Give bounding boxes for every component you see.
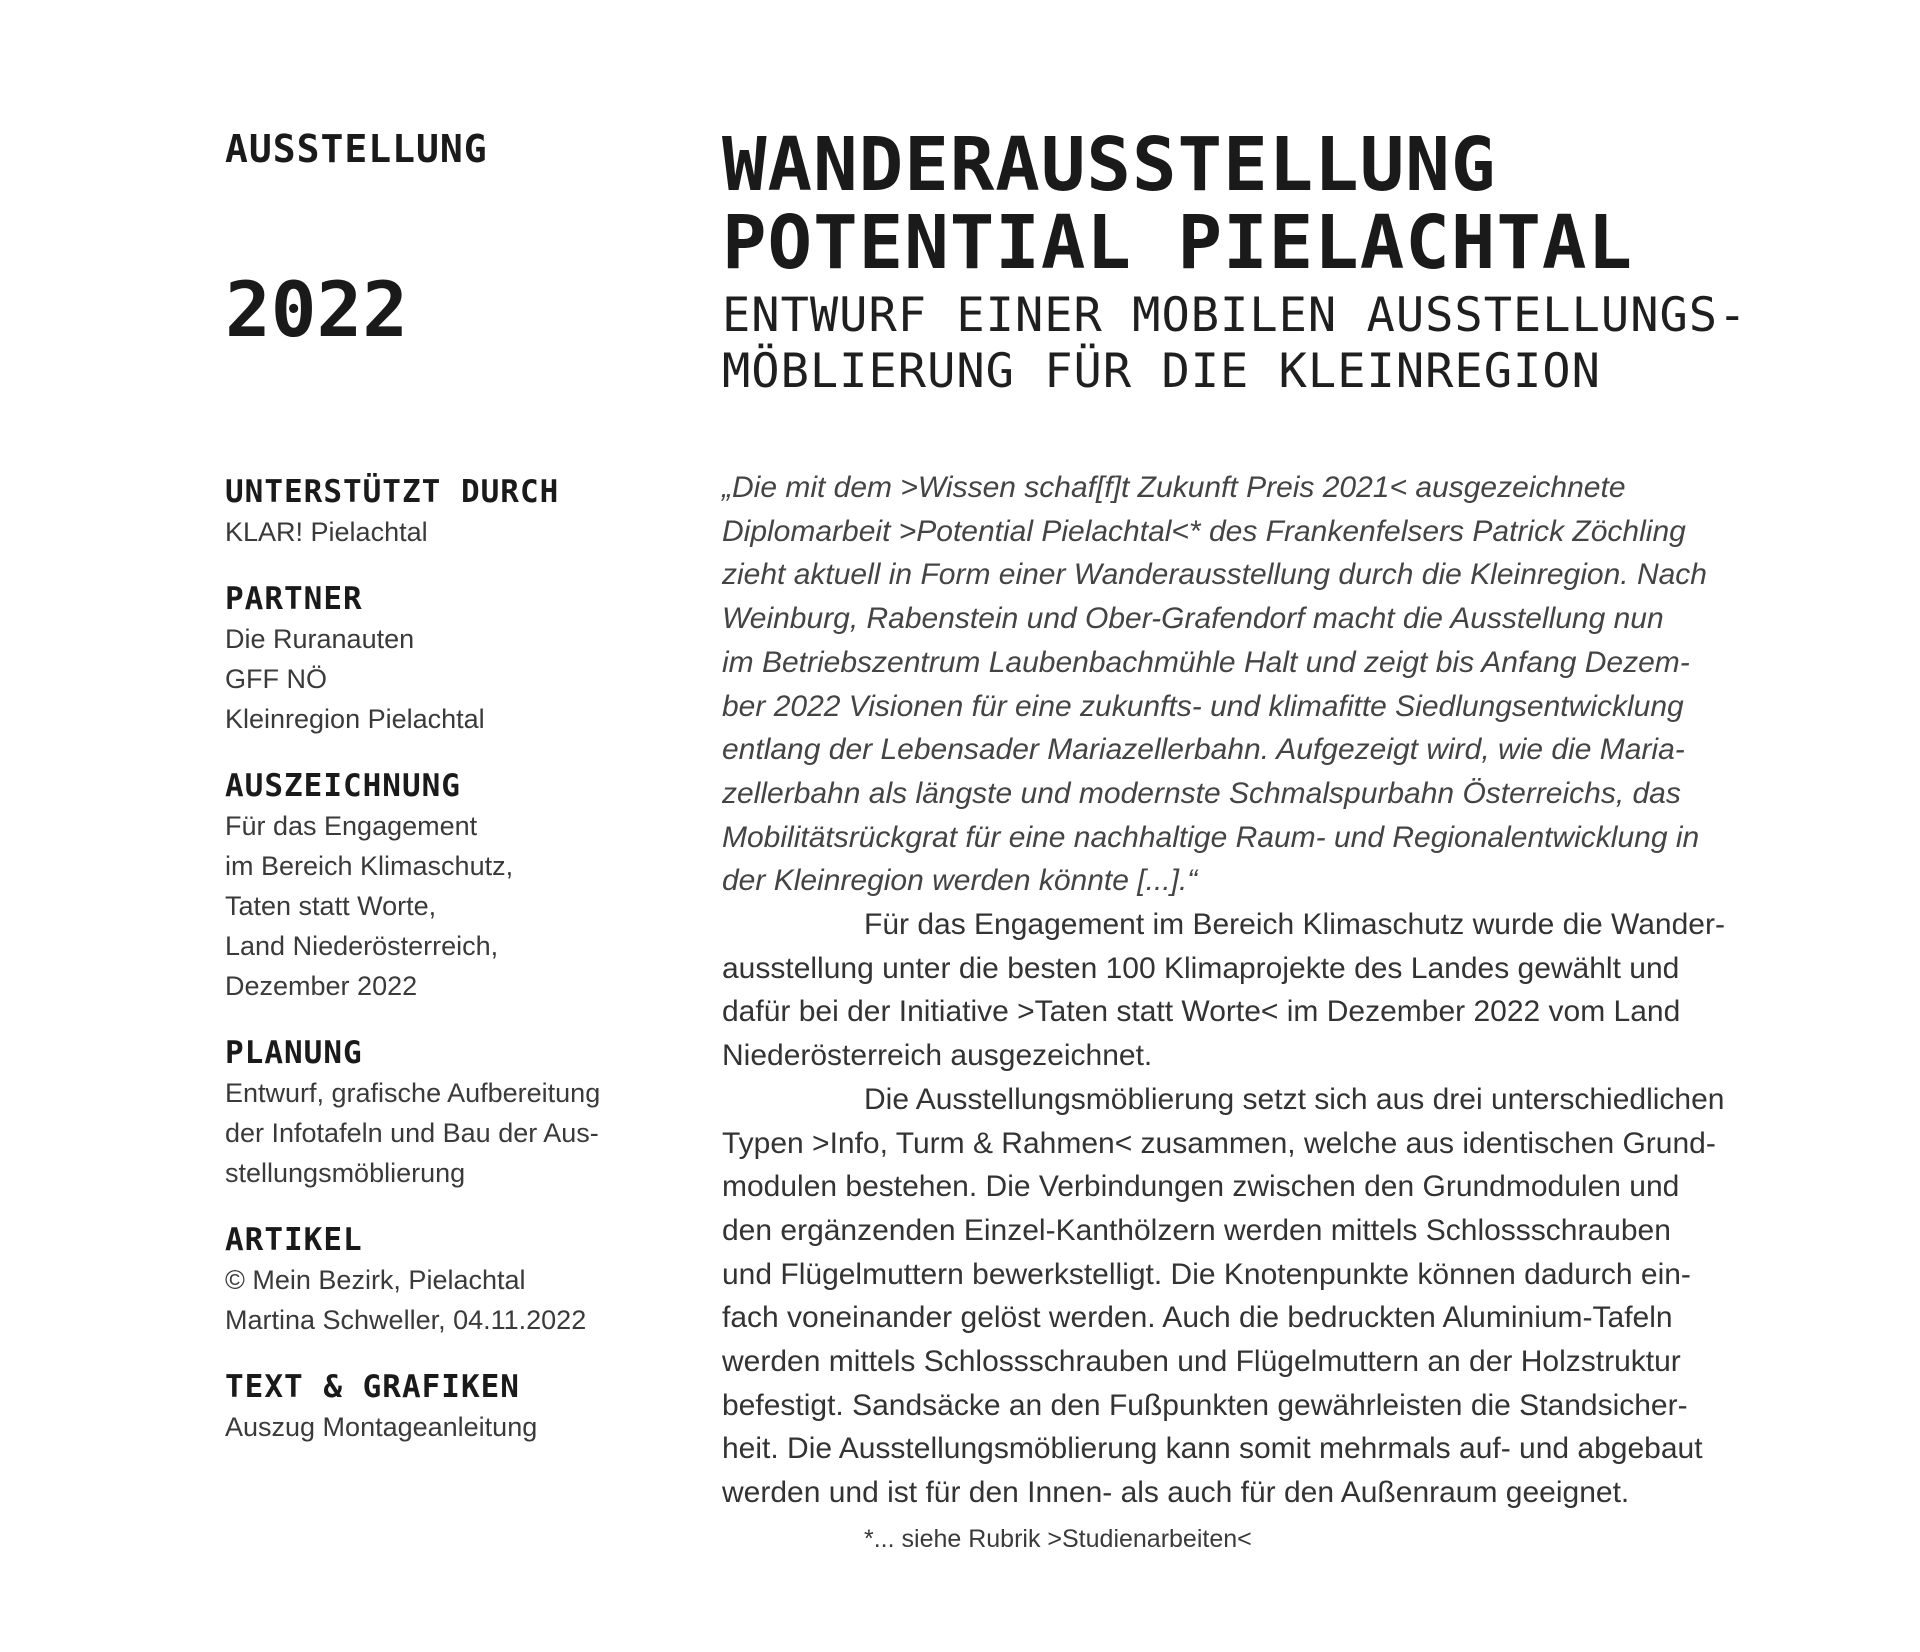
- info-heading: PARTNER: [225, 581, 363, 617]
- info-line: KLAR! Pielachtal: [225, 517, 428, 547]
- info-line: Dezember 2022: [225, 971, 418, 1001]
- info-line: GFF NÖ: [225, 664, 327, 694]
- info-line: Martina Schweller, 04.11.2022: [225, 1305, 587, 1335]
- quote-line: zieht aktuell in Form einer Wanderausstellung durch die Kleinregion. Nach: [722, 558, 1707, 592]
- quote-paragraph: [722, 466, 1842, 903]
- paragraph-line: heit. Die Ausstellungsmöblierung kann somit mehrmals auf- und abgebaut: [722, 1432, 1703, 1466]
- info-block: [225, 472, 665, 552]
- info-line: Für das Engagement: [225, 811, 478, 841]
- section-label: AUSSTELLUNG: [225, 127, 488, 171]
- info-heading: AUSZEICHNUNG: [225, 768, 461, 804]
- title-line: POTENTIAL PIELACHTAL: [722, 200, 1634, 286]
- info-line: der Infotafeln und Bau der Aus-: [225, 1118, 599, 1148]
- info-line: Auszug Montageanleitung: [225, 1412, 538, 1442]
- page-title: [722, 122, 1634, 286]
- info-line: im Bereich Klimaschutz,: [225, 851, 514, 881]
- info-heading: TEXT & GRAFIKEN: [225, 1369, 520, 1405]
- info-line: Kleinregion Pielachtal: [225, 704, 485, 734]
- info-line: Die Ruranauten: [225, 624, 415, 654]
- info-heading: UNTERSTÜTZT DURCH: [225, 474, 560, 510]
- info-block: [225, 1220, 665, 1340]
- info-line: Entwurf, grafische Aufbereitung: [225, 1078, 601, 1108]
- subtitle-line: MÖBLIERUNG FÜR DIE KLEINREGION: [722, 344, 1601, 399]
- subtitle-line: ENTWURF EINER MOBILEN AUSSTELLUNGS-: [722, 288, 1748, 343]
- info-block: [225, 1033, 665, 1193]
- page-subtitle: [722, 288, 1747, 400]
- paragraph-line: dafür bei der Initiative >Taten statt Worte< im Dezember 2022 vom Land: [722, 995, 1681, 1029]
- quote-line: der Kleinregion werden könnte [...].“: [722, 864, 1198, 898]
- quote-line: im Betriebszentrum Laubenbachmühle Halt und zeigt bis Anfang Dezem-: [722, 645, 1690, 679]
- quote-line: „Die mit dem >Wissen schaf[f]t Zukunft Preis 2021< ausgezeichnete: [722, 471, 1626, 504]
- info-line: Taten statt Worte,: [225, 891, 437, 921]
- paragraph-line: den ergänzenden Einzel-Kanthölzern werden mittels Schlossschrauben: [722, 1213, 1671, 1247]
- year: 2022: [225, 265, 409, 354]
- paragraph-line: modulen bestehen. Die Verbindungen zwischen den Grundmodulen und: [722, 1170, 1680, 1204]
- paragraph-line: Niederösterreich ausgezeichnet.: [722, 1039, 1153, 1073]
- quote-line: zellerbahn als längste und modernste Schmalspurbahn Österreichs, das: [722, 776, 1681, 810]
- paragraph-line: werden mittels Schlossschrauben und Flügelmuttern an der Holzstruktur: [722, 1345, 1681, 1379]
- paragraph-line: und Flügelmuttern bewerkstelligt. Die Knotenpunkte können dadurch ein-: [722, 1257, 1691, 1291]
- footnote: *... siehe Rubrik >Studienarbeiten<: [864, 1524, 1252, 1553]
- quote-line: Weinburg, Rabenstein und Ober-Grafendorf macht die Ausstellung nun: [722, 602, 1664, 636]
- title-line: WANDERAUSSTELLUNG: [722, 122, 1497, 208]
- paragraph-line: Für das Engagement im Bereich Klimaschutz wurde die Wander-: [864, 908, 1725, 942]
- paragraph-furniture: [722, 1078, 1842, 1515]
- info-line: Land Niederösterreich,: [225, 931, 499, 961]
- quote-line: ber 2022 Visionen für eine zukunfts- und klimafitte Siedlungsentwicklung: [722, 689, 1684, 723]
- quote-line: Mobilitätsrückgrat für eine nachhaltige Raum- und Regionalentwicklung in: [722, 820, 1700, 854]
- info-block: [225, 1367, 665, 1447]
- paragraph-line: fach voneinander gelöst werden. Auch die bedruckten Aluminium-Tafeln: [722, 1301, 1673, 1335]
- paragraph-award: [722, 903, 1842, 1078]
- paragraph-line: Typen >Info, Turm & Rahmen< zusammen, welche aus identischen Grund-: [722, 1126, 1716, 1160]
- info-block: [225, 766, 665, 1006]
- info-heading: PLANUNG: [225, 1035, 363, 1071]
- paragraph-line: befestigt. Sandsäcke an den Fußpunkten gewährleisten die Standsicher-: [722, 1388, 1688, 1422]
- paragraph-line: werden und ist für den Innen- als auch für den Außenraum geeignet.: [722, 1476, 1630, 1510]
- quote-line: Diplomarbeit >Potential Pielachtal<* des Frankenfelsers Patrick Zöchling: [722, 514, 1686, 548]
- quote-line: entlang der Lebensader Mariazellerbahn. Aufgezeigt wird, wie die Maria-: [722, 733, 1685, 767]
- info-list: [225, 472, 665, 1474]
- info-block: [225, 579, 665, 739]
- info-line: © Mein Bezirk, Pielachtal: [225, 1265, 526, 1295]
- body-text: [722, 466, 1842, 1557]
- paragraph-line: Die Ausstellungsmöblierung setzt sich aus drei unterschiedlichen: [864, 1082, 1725, 1116]
- info-heading: ARTIKEL: [225, 1222, 363, 1258]
- info-line: stellungsmöblierung: [225, 1158, 466, 1188]
- paragraph-line: ausstellung unter die besten 100 Klimaprojekte des Landes gewählt und: [722, 951, 1680, 985]
